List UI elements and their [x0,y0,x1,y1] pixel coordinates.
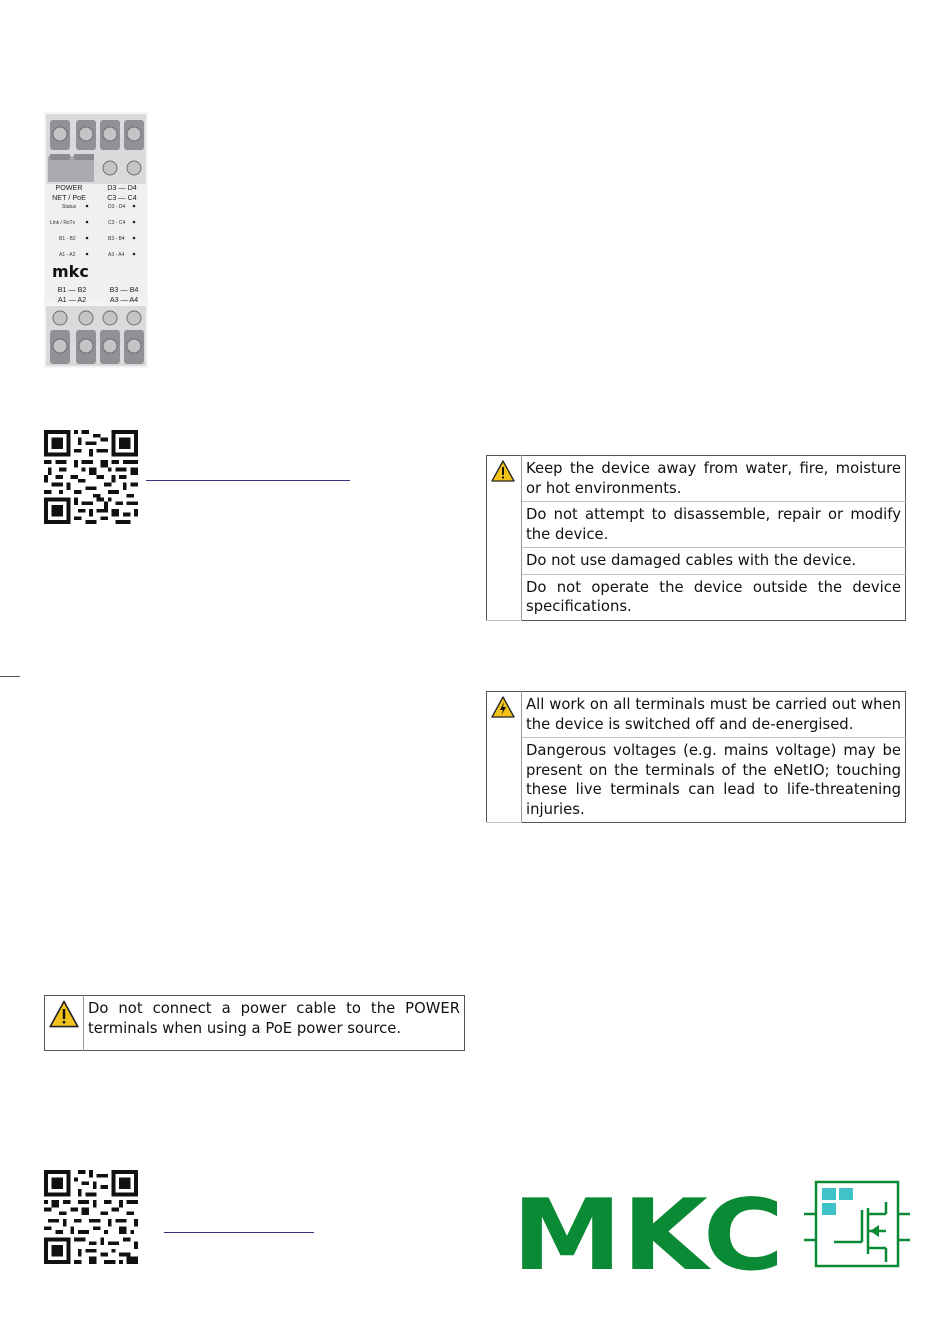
device-image [44,112,148,368]
warning-cell [45,996,84,1051]
margin-mark [0,676,20,677]
safety-item: Keep the device away from water, fire, moisture or hot environments. [522,456,906,502]
device-led-label: B1 - B2 [59,236,76,242]
device-led-label: B3 - B4 [108,236,125,242]
warning-cell [487,692,522,823]
device-led-label: A3 - A4 [108,252,125,258]
device-label: C3 — C4 [107,193,137,202]
device-led-label: C3 - C4 [108,220,126,226]
safety-table-electric [486,691,906,823]
device-label: D3 — D4 [107,183,137,192]
link-underline[interactable] [146,480,350,481]
device-led-label: Status [62,204,77,210]
device-label: POWER [55,183,83,192]
device-label: A3 — A4 [109,295,139,304]
logo-text: MKC [512,1179,784,1274]
mkc-logo [512,1176,910,1274]
safety-item: Do not use damaged cables with the device. [522,548,906,575]
warning-cell [487,456,522,621]
safety-item: All work on all terminals must be carried out when the device is switched off and de-energised. [522,692,906,738]
warning-triangle-icon [49,1000,79,1028]
device-brand: mkc [52,262,89,281]
device-led-label: D3 - D4 [108,204,126,210]
high-voltage-icon [491,696,515,718]
device-led-label: A1 - A2 [59,252,76,258]
qr-code[interactable] [44,430,138,524]
device-label: NET / PoE [52,193,86,202]
device-label: B3 — B4 [109,285,139,294]
device-led-label: Link / RxTx [50,220,76,226]
safety-item: Dangerous voltages (e.g. mains voltage) may be present on the terminals of the eNetIO; touching these live terminals can lead to life-threatening injuries. [522,738,906,823]
safety-item: Do not operate the device outside the device specifications. [522,574,906,620]
link-underline[interactable] [164,1232,314,1233]
mosfet-emblem-icon [804,1182,910,1266]
poe-warning-table [44,995,465,1051]
safety-item: Do not attempt to disassemble, repair or modify the device. [522,502,906,548]
warning-triangle-icon [491,460,515,482]
poe-warning-text: Do not connect a power cable to the POWER terminals when using a PoE power source. [84,996,465,1051]
qr-code[interactable] [44,1170,138,1264]
device-label: B1 — B2 [57,285,87,294]
safety-table-general [486,455,906,621]
device-label: A1 — A2 [57,295,87,304]
